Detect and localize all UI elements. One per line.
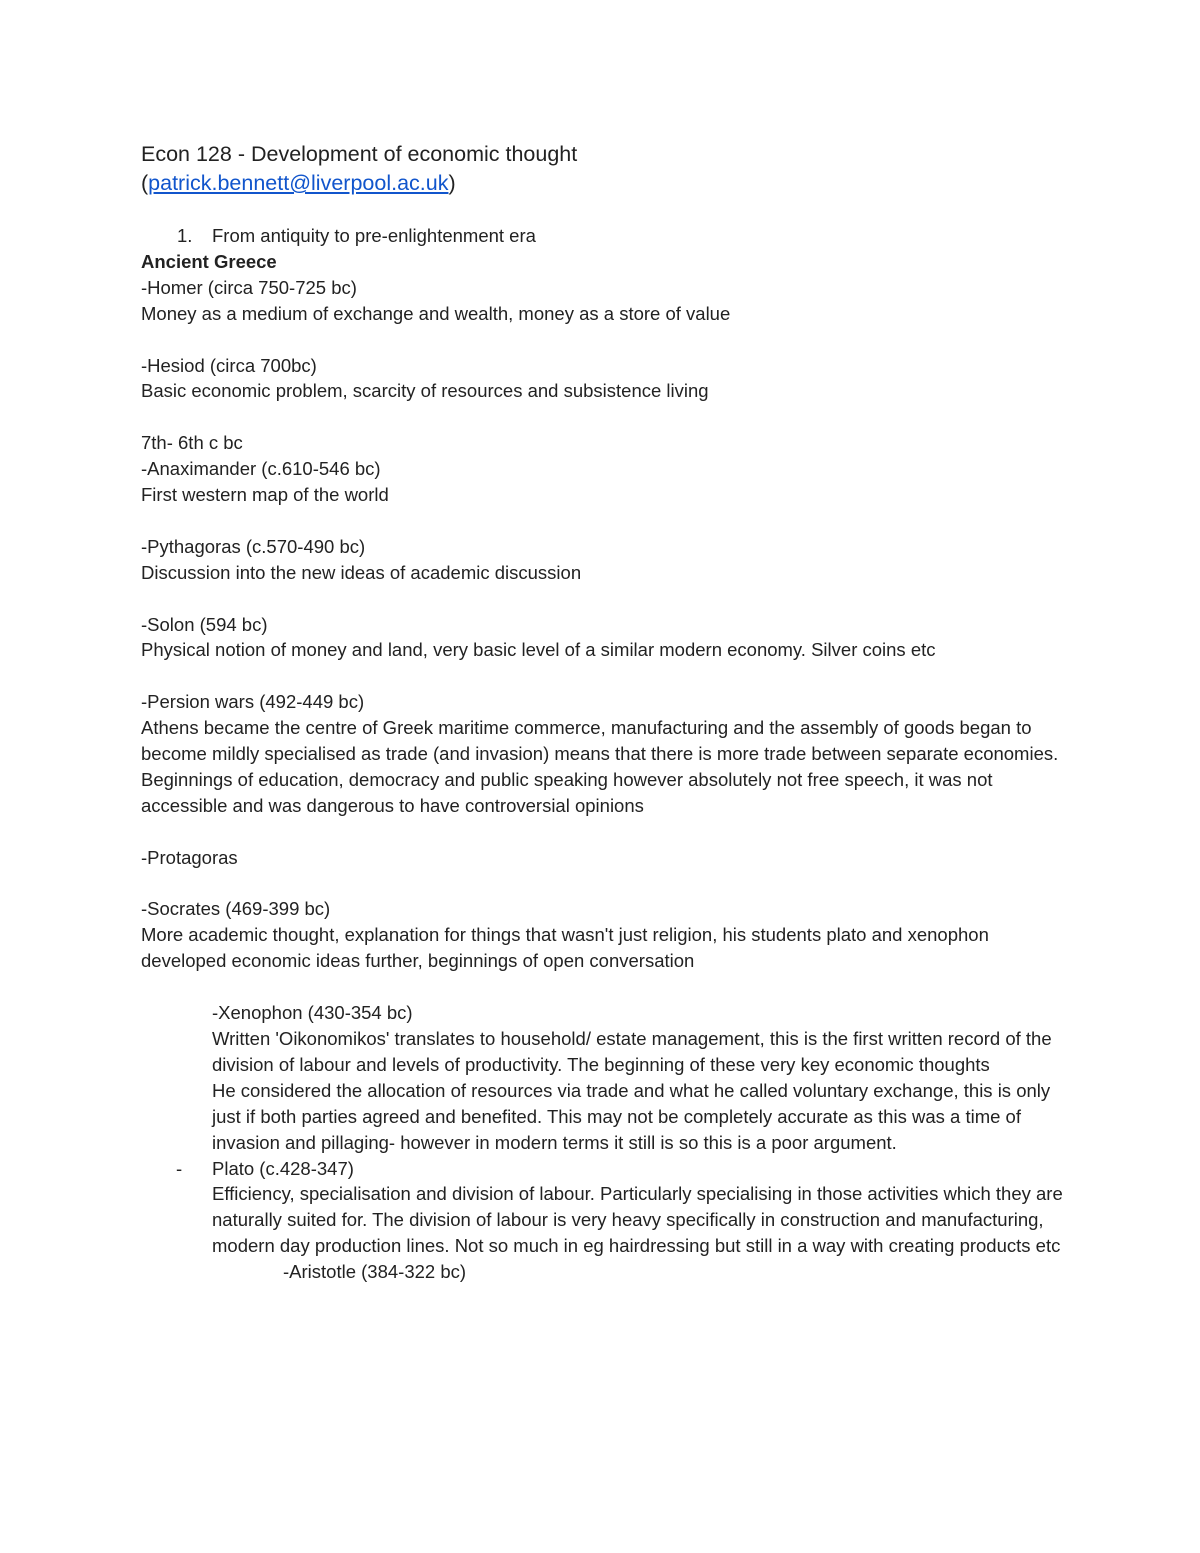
hesiod-name: -Hesiod (circa 700bc) bbox=[141, 354, 317, 376]
spacer bbox=[141, 404, 1071, 430]
spacer bbox=[141, 819, 1071, 845]
xenophon-text-2: He considered the allocation of resources via trade and what he called voluntary exchange, this is only just if both parties agreed and benefited. This may not be completely accurate as this was a time of invasion and pillaging- however in modern terms it still is so this is a poor argument. bbox=[212, 1079, 1051, 1153]
plato-name: Plato (c.428-347) bbox=[212, 1157, 354, 1179]
spacer bbox=[141, 586, 1071, 612]
email-line bbox=[141, 169, 1071, 198]
dash-bullet: - bbox=[176, 1157, 183, 1179]
email-close-paren: ) bbox=[448, 171, 456, 195]
pythagoras-name: -Pythagoras (c.570-490 bc) bbox=[141, 535, 366, 557]
document-page bbox=[141, 140, 1071, 1285]
spacer bbox=[141, 327, 1071, 353]
email-open-paren: ( bbox=[141, 171, 149, 195]
list-number: 1. bbox=[177, 225, 193, 246]
anaximander-name: -Anaximander (c.610-546 bc) bbox=[141, 458, 381, 480]
persian-wars-text-1: Athens became the centre of Greek maritime commerce, manufacturing and the assembly of goods began to become mildly specialised as trade (and invasion) means that there is more trade between separate economies. bbox=[141, 717, 1059, 765]
solon-text: Physical notion of money and land, very basic level of a similar modern economy. Silver coins etc bbox=[141, 639, 936, 661]
hesiod-text: Basic economic problem, scarcity of resources and subsistence living bbox=[141, 380, 709, 402]
anaximander-text: First western map of the world bbox=[141, 484, 389, 506]
aristotle-name: -Aristotle (384-322 bc) bbox=[283, 1261, 467, 1283]
spacer bbox=[141, 663, 1071, 689]
century-label: 7th- 6th c bc bbox=[141, 432, 243, 454]
email-link[interactable]: patrick.bennett@liverpool.ac.uk bbox=[148, 171, 449, 195]
plato-text: Efficiency, specialisation and division of labour. Particularly specialising in those activities which they are naturally suited for. The division of labour is very heavy specifically in construction and manufacturing, modern day production lines. Not so much in eg hairdressing but still in a way with creating products etc bbox=[212, 1183, 1063, 1257]
socrates-name: -Socrates (469-399 bc) bbox=[141, 898, 331, 920]
spacer bbox=[141, 871, 1071, 897]
homer-name: -Homer (circa 750-725 bc) bbox=[141, 276, 357, 298]
section-heading: Ancient Greece bbox=[141, 250, 277, 272]
list-item-antiquity bbox=[141, 223, 1071, 249]
persian-wars-text-2: Beginnings of education, democracy and public speaking however absolutely not free speech, it was not accessible and was dangerous to have controversial opinions bbox=[141, 768, 993, 816]
protagoras-name: -Protagoras bbox=[141, 846, 238, 868]
xenophon-block bbox=[141, 1000, 1071, 1155]
aristotle-block bbox=[141, 1259, 1071, 1285]
pythagoras-text: Discussion into the new ideas of academic discussion bbox=[141, 561, 582, 583]
spacer bbox=[141, 508, 1071, 534]
plato-block bbox=[141, 1156, 1071, 1260]
spacer bbox=[141, 974, 1071, 1000]
homer-text: Money as a medium of exchange and wealth, money as a store of value bbox=[141, 302, 731, 324]
document-title: Econ 128 - Development of economic thought bbox=[141, 142, 578, 166]
list-item-text: From antiquity to pre-enlightenment era bbox=[212, 225, 536, 246]
persian-wars-name: -Persion wars (492-449 bc) bbox=[141, 691, 365, 713]
xenophon-text-1: Written 'Oikonomikos' translates to household/ estate management, this is the first written record of the division of labour and levels of productivity. The beginning of these very key economic thoughts bbox=[212, 1027, 1052, 1075]
solon-name: -Solon (594 bc) bbox=[141, 613, 268, 635]
xenophon-name: -Xenophon (430-354 bc) bbox=[212, 1002, 413, 1024]
socrates-text: More academic thought, explanation for things that wasn't just religion, his students plato and xenophon developed economic ideas further, beginnings of open conversation bbox=[141, 924, 989, 972]
